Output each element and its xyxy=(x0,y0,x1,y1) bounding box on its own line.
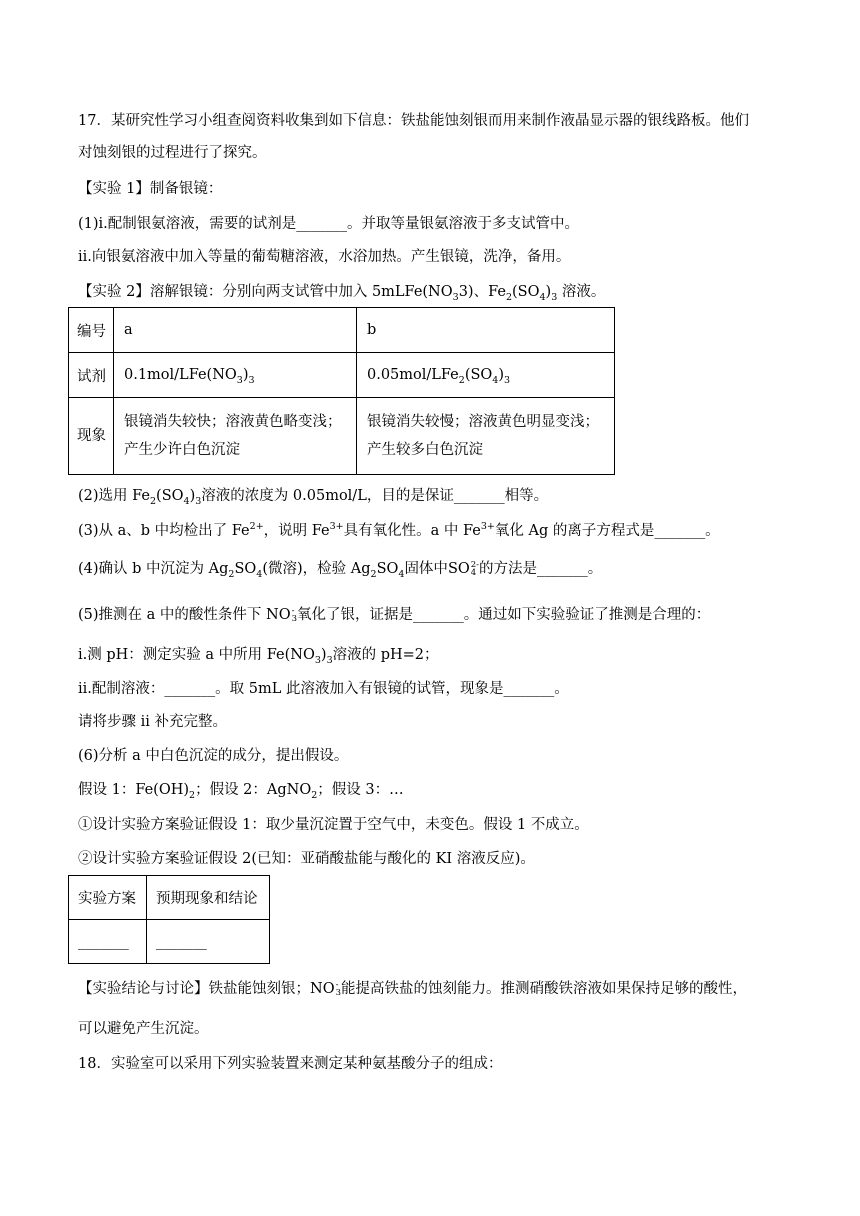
table-cell: 银镜消失较快；溶液黄色略变浅； 产生少许白色沉淀 xyxy=(114,398,357,475)
q17-part5-i: i.测 pH：测定实验 a 中所用 $Fe(NO_3)_3$溶液的 pH=2； xyxy=(78,647,439,666)
exp1-title: 【实验 1】制备银镜： xyxy=(78,181,223,197)
answer-blank[interactable]: _______ xyxy=(413,607,464,623)
q17-part6-1: ①设计实验方案验证假设 1：取少量沉淀置于空气中，未变色。假设 1 不成立。 xyxy=(78,817,589,833)
table-cell: $0.05mol/LFe_2(SO_4)_3$ xyxy=(357,353,615,398)
table-cell: 试剂 xyxy=(69,353,114,398)
q17-part6: (6)分析 a 中白色沉淀的成分，提出假设。 xyxy=(78,748,349,764)
table-cell: 现象 xyxy=(69,398,114,475)
q17-line2: 对蚀刻银的过程进行了探究。 xyxy=(78,145,267,161)
q17-part6-2: ②设计实验方案验证假设 2(已知：亚硝酸盐能与酸化的 KI 溶液反应)。 xyxy=(78,851,535,867)
answer-blank[interactable]: _______ xyxy=(537,561,588,577)
q17-line1: 17．某研究性学习小组查阅资料收集到如下信息：铁盐能蚀刻银而用来制作液晶显示器的银线路板。他们 xyxy=(78,113,749,129)
experiment-2-table xyxy=(68,307,615,475)
table-cell: 预期现象和结论 xyxy=(147,876,270,920)
q17-part3: (3)从 a、b 中均检出了 $Fe^{2+}$，说明 $Fe^{3+}$具有氧化性。a 中 $Fe^{3+}$氧化 Ag 的离子方程式是_______。 xyxy=(78,521,720,539)
q17-part6-hypotheses: 假设 1：$Fe(OH)_2$；假设 2：AgNO$_2$；假设 3：… xyxy=(78,782,404,801)
hypothesis-2-table xyxy=(68,875,270,964)
q18-line1: 18．实验室可以采用下列实验装置来测定某种氨基酸分子的组成： xyxy=(78,1056,503,1072)
q17-part4: (4)确认 b 中沉淀为 $Ag_2SO_4$(微溶)，检验 $Ag_2SO_4$固体中SO 2- 4 的方法是_______。 xyxy=(78,559,603,580)
answer-blank[interactable]: _______ xyxy=(69,920,147,964)
table-cell: $0.1mol/LFe(NO_3)_3$ xyxy=(114,353,357,398)
answer-blank[interactable]: _______ xyxy=(453,488,505,504)
answer-blank[interactable]: _______ xyxy=(296,216,348,232)
q17-part2: (2)选用 $Fe_2(SO_4)_3$溶液的浓度为 0.05mol/L，目的是保证_______相等。 xyxy=(78,488,549,507)
q17-part5: (5)推测在 a 中的酸性条件下 NO - 3 氧化了银，证据是_______。通过如下实验验证了推测是合理的： xyxy=(78,605,711,624)
table-cell: a xyxy=(114,308,357,353)
conclusion-line1: 【实验结论与讨论】铁盐能蚀刻银；NO - 3 能提高铁盐的蚀刻能力。推测硝酸铁溶液如果保持足够的酸性， xyxy=(78,979,747,998)
answer-blank[interactable]: _______ xyxy=(164,681,216,697)
answer-blank[interactable]: _______ xyxy=(654,523,706,539)
q17-part1b: ii.向银氨溶液中加入等量的葡萄糖溶液，水浴加热。产生银镜，洗净，备用。 xyxy=(78,249,571,265)
answer-blank[interactable]: _______ xyxy=(147,920,270,964)
table-cell: 实验方案 xyxy=(69,876,147,920)
q17-part1a: (1)i.配制银氨溶液，需要的试剂是_______。并取等量银氨溶液于多支试管中。 xyxy=(78,216,580,232)
answer-blank[interactable]: _______ xyxy=(503,681,555,697)
table-cell: 编号 xyxy=(69,308,114,353)
q17-part5-ii: ii.配制溶液：_______。取 5mL 此溶液加入有银镜的试管，现象是_______。 xyxy=(78,681,569,697)
conclusion-line2: 可以避免产生沉淀。 xyxy=(78,1021,209,1037)
q17-part5-note: 请将步骤 ii 补充完整。 xyxy=(78,714,227,730)
sulfate-ion: SO 2- 4 xyxy=(447,559,480,578)
table-cell: 银镜消失较慢；溶液黄色明显变浅； 产生较多白色沉淀 xyxy=(357,398,615,475)
table-cell: b xyxy=(357,308,615,353)
exp2-title: 【实验 2】溶解银镜：分别向两支试管中加入 $5mLFe(NO_33)$、$Fe_2(SO_4)_3$ 溶液。 xyxy=(78,284,606,303)
